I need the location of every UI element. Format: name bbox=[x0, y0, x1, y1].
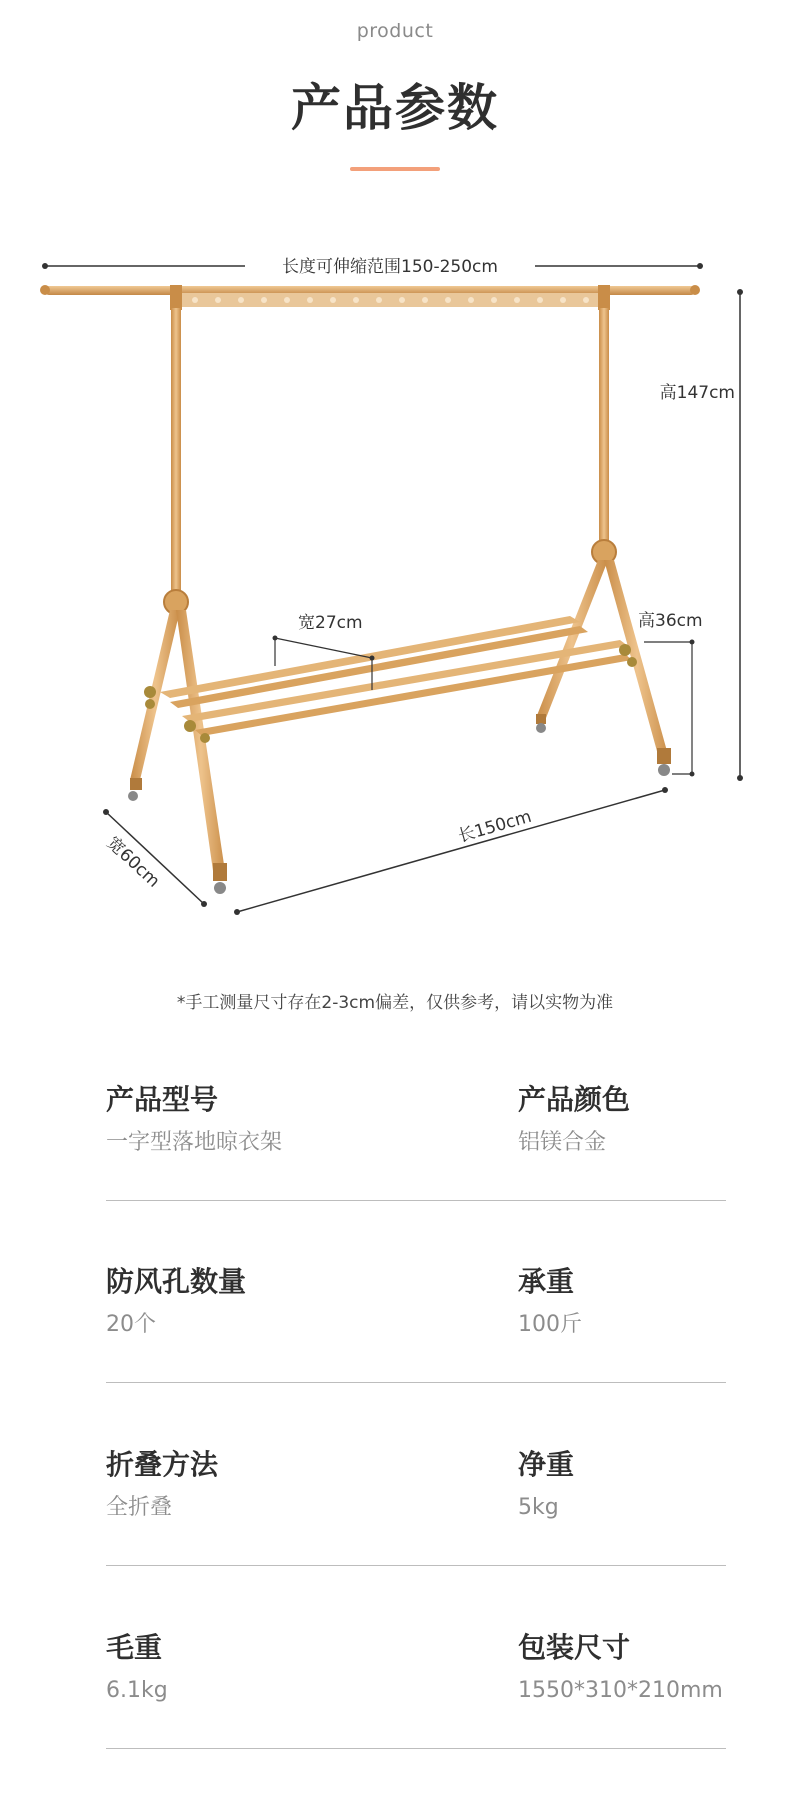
spec-row bbox=[106, 1262, 726, 1383]
shelf-width-label: 宽27cm bbox=[298, 613, 363, 633]
spec-row bbox=[106, 1628, 726, 1749]
base-length-label: 长150cm bbox=[455, 806, 534, 847]
spec-label: 折叠方法 bbox=[106, 1448, 219, 1481]
spec-value: 1550*310*210mm bbox=[518, 1678, 723, 1703]
spec-value: 全折叠 bbox=[106, 1495, 173, 1520]
base-length-dimension-line bbox=[234, 787, 668, 915]
spec-label: 产品颜色 bbox=[518, 1083, 631, 1116]
spec-label: 净重 bbox=[518, 1448, 575, 1481]
left-upright bbox=[128, 285, 227, 894]
spec-label: 毛重 bbox=[106, 1631, 163, 1664]
spec-label: 包装尺寸 bbox=[518, 1631, 631, 1664]
measurement-note: *手工测量尺寸存在2-3cm偏差，仅供参考，请以实物为准 bbox=[176, 993, 614, 1013]
base-width-label: 宽60cm bbox=[102, 833, 164, 892]
shelf-height-label: 高36cm bbox=[638, 611, 703, 631]
spec-value: 6.1kg bbox=[106, 1678, 168, 1703]
shoe-rack-shelf bbox=[144, 616, 637, 743]
height-dimension-line bbox=[737, 289, 743, 781]
title-accent-divider bbox=[350, 167, 440, 171]
right-upright bbox=[536, 285, 671, 776]
spec-label: 防风孔数量 bbox=[106, 1265, 247, 1298]
product-dimension-diagram bbox=[0, 230, 790, 950]
length-range-label: 长度可伸缩范围150-250cm bbox=[282, 257, 498, 277]
spec-label: 产品型号 bbox=[106, 1083, 219, 1116]
page-title: 产品参数 bbox=[291, 79, 499, 137]
spec-value: 一字型落地晾衣架 bbox=[106, 1130, 283, 1155]
spec-value: 100斤 bbox=[518, 1312, 582, 1337]
spec-value: 20个 bbox=[106, 1312, 156, 1337]
spec-label: 承重 bbox=[518, 1265, 575, 1298]
total-height-label: 高147cm bbox=[659, 383, 735, 403]
section-eyebrow: product bbox=[356, 20, 434, 42]
spec-value: 铝镁合金 bbox=[518, 1130, 607, 1155]
spec-row bbox=[106, 1080, 726, 1201]
spec-value: 5kg bbox=[518, 1495, 559, 1520]
spec-row bbox=[106, 1445, 726, 1566]
